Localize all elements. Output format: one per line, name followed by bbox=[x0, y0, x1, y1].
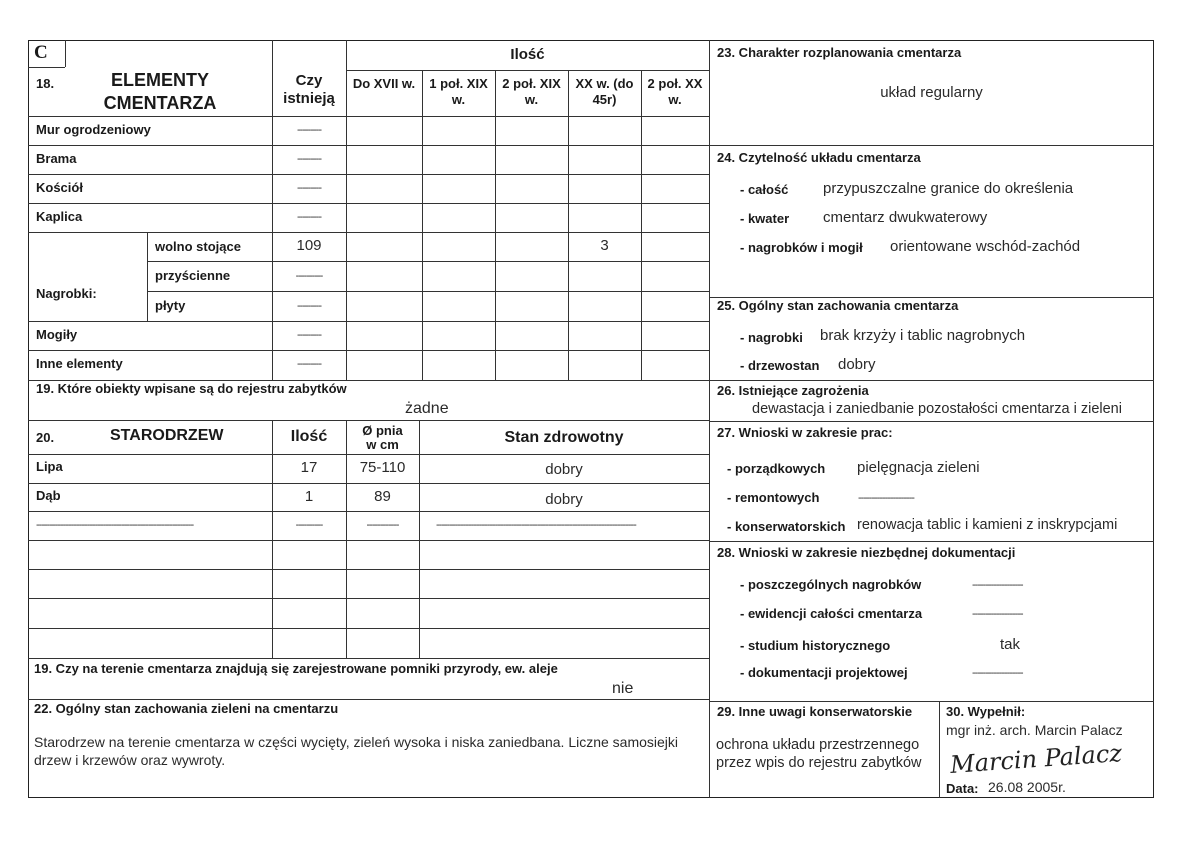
s28-label-1: - poszczególnych nagrobków bbox=[740, 577, 922, 592]
s23-value: układ regularny bbox=[880, 84, 983, 101]
period-1: Do XVII w. bbox=[352, 76, 416, 91]
s28-label-3: - studium historycznego bbox=[740, 638, 891, 653]
s27-label-1: - porządkowych bbox=[727, 461, 826, 476]
s28-label-4: - dokumentacji projektowej bbox=[740, 665, 908, 680]
tree-col-diameter bbox=[346, 420, 347, 658]
s29-line-2: przez wpis do rejestru zabytków bbox=[716, 755, 922, 771]
s25-label-2: - drzewostan bbox=[740, 358, 820, 373]
s28-title: 28. Wnioski w zakresie niezbędnej dokumentacji bbox=[717, 545, 1016, 560]
s27-value-3: renowacja tablic i kamieni z inskrypcjami bbox=[857, 517, 1118, 533]
s29-line-1: ochrona układu przestrzennego bbox=[716, 737, 920, 753]
row-exist-kaplica: --------- bbox=[297, 211, 321, 223]
registry-value: żadne bbox=[405, 400, 449, 417]
s28-value-1: ------------------- bbox=[972, 579, 1023, 591]
row-exist-brama: --------- bbox=[297, 153, 321, 165]
line-after-nature bbox=[28, 699, 709, 700]
trees-col-diameter-1: Ø pnia bbox=[362, 423, 403, 438]
s24-label-2: - kwater bbox=[740, 211, 790, 226]
line-s24 bbox=[709, 145, 1154, 146]
s25-value-2: dobry bbox=[838, 356, 876, 373]
nature-value: nie bbox=[612, 680, 634, 697]
row-line-header bbox=[28, 116, 709, 117]
elements-title-2: CMENTARZA bbox=[103, 93, 217, 113]
row-exist-przyscienne: ---------- bbox=[295, 270, 323, 282]
row-line-7 bbox=[28, 321, 709, 322]
row-label-przyscienne: przyścienne bbox=[155, 268, 231, 283]
tree-row-2-diameter: 89 bbox=[374, 488, 391, 505]
row-line-2 bbox=[28, 174, 709, 175]
s26-value: dewastacja i zaniedbanie pozostałości cmentarza i zieleni bbox=[752, 401, 1122, 417]
tree-row-2-name: Dąb bbox=[36, 488, 61, 503]
s27-title: 27. Wnioski w zakresie prac: bbox=[717, 425, 893, 440]
s29-title: 29. Inne uwagi konserwatorskie bbox=[717, 704, 913, 719]
row-exist-mogily: --------- bbox=[297, 329, 321, 341]
row-exist-inne: --------- bbox=[297, 358, 321, 370]
row-exist-kosciol: --------- bbox=[297, 182, 321, 194]
tree-col-health bbox=[419, 420, 420, 658]
trees-col-diameter-2: w cm bbox=[366, 437, 399, 452]
tree-line-7 bbox=[28, 658, 709, 659]
s27-value-2: --------------------- bbox=[858, 492, 914, 504]
s30-title: 30. Wypełnił: bbox=[946, 704, 1026, 719]
greenery-text-2: drzew i krzewów oraz wywroty. bbox=[34, 752, 226, 768]
period-2: 1 poł. XIX w. bbox=[429, 76, 488, 107]
nature-title: 19. Czy na terenie cmentarza znajdują się zarejestrowane pomniki przyrody, ew. aleje bbox=[34, 661, 558, 676]
line-s27 bbox=[709, 421, 1154, 422]
s24-label-3: - nagrobków i mogił bbox=[740, 240, 863, 255]
tree-row-2-count: 1 bbox=[304, 488, 314, 505]
tree-line-4 bbox=[28, 569, 709, 570]
s25-label-1: - nagrobki bbox=[740, 330, 803, 345]
row-label-mur: Mur ogrodzeniowy bbox=[36, 122, 151, 137]
row-label-wolno-stojace: wolno stojące bbox=[155, 239, 241, 254]
s24-value-3: orientowane wschód-zachód bbox=[890, 238, 1081, 255]
row-label-nagrobki: Nagrobki: bbox=[36, 286, 97, 301]
s28-value-3: tak bbox=[1000, 636, 1021, 653]
s26-title: 26. Istniejące zagrożenia bbox=[717, 383, 869, 398]
s28-label-2: - ewidencji całości cmentarza bbox=[740, 606, 923, 621]
row-label-kosciol: Kościół bbox=[36, 180, 83, 195]
row-label-kaplica: Kaplica bbox=[36, 209, 83, 224]
line-s28 bbox=[709, 541, 1154, 542]
corner-label: C bbox=[34, 42, 48, 63]
trees-col-health: Stan zdrowotny bbox=[504, 429, 624, 446]
line-s26 bbox=[709, 380, 1154, 381]
half-divider bbox=[709, 40, 710, 798]
elements-title-1: ELEMENTY bbox=[110, 70, 209, 90]
row-line-3 bbox=[28, 203, 709, 204]
s30-name: mgr inż. arch. Marcin Palacz bbox=[946, 722, 1123, 738]
s24-value-1: przypuszczalne granice do określenia bbox=[823, 180, 1074, 197]
row-exist-wolno-stojace: 109 bbox=[296, 237, 322, 254]
row-exist-plyty: --------- bbox=[297, 300, 321, 312]
tree-line-6 bbox=[28, 628, 709, 629]
col-exist-header: Czy istnieją bbox=[283, 72, 335, 107]
s28-value-4: ------------------- bbox=[972, 667, 1023, 679]
s28-value-2: ------------------- bbox=[972, 608, 1023, 620]
s27-label-2: - remontowych bbox=[727, 490, 820, 505]
trees-col-count: Ilość bbox=[290, 428, 328, 445]
form-frame bbox=[28, 40, 1154, 798]
tree-row-1-name: Lipa bbox=[36, 459, 63, 474]
row-label-mogily: Mogiły bbox=[36, 327, 78, 342]
s25-value-1: brak krzyży i tablic nagrobnych bbox=[820, 327, 1026, 344]
s30-date-label: Data: bbox=[946, 781, 979, 796]
period-4: XX w. (do 45r) bbox=[575, 76, 634, 107]
row-label-plyty: płyty bbox=[155, 298, 186, 313]
s27-value-1: pielęgnacja zieleni bbox=[857, 459, 980, 476]
corner-box-right bbox=[65, 40, 66, 67]
row-line-6 bbox=[147, 291, 709, 292]
row-line-1 bbox=[28, 145, 709, 146]
registry-title: 19. Które obiekty wpisane są do rejestru zabytków bbox=[36, 381, 347, 396]
period-3: 2 poł. XIX w. bbox=[502, 76, 561, 107]
s27-label-3: - konserwatorskich bbox=[727, 519, 846, 534]
s30-date-value: 26.08 2005r. bbox=[988, 779, 1066, 795]
s24-value-2: cmentarz dwukwaterowy bbox=[823, 209, 988, 226]
row-label-inne: Inne elementy bbox=[36, 356, 123, 371]
tree-row-2-health: dobry bbox=[545, 491, 583, 508]
tree-line-3 bbox=[28, 540, 709, 541]
s23-title: 23. Charakter rozplanowania cmentarza bbox=[717, 45, 962, 60]
tree-row-3-count: ---------- bbox=[295, 519, 323, 531]
tree-row-3-health: --------------------------------------------------------------------------- bbox=[436, 519, 636, 531]
period-5: 2 poł. XX w. bbox=[647, 76, 703, 107]
elements-section-no: 18. bbox=[36, 76, 55, 91]
tree-line-2 bbox=[28, 511, 709, 512]
greenery-title: 22. Ogólny stan zachowania zieleni na cmentarzu bbox=[34, 701, 339, 716]
s24-label-1: - całość bbox=[740, 182, 789, 197]
line-after-registry bbox=[28, 420, 709, 421]
tree-line-1 bbox=[28, 483, 709, 484]
corner-box-bottom bbox=[28, 67, 65, 68]
tree-row-3-diameter: ------------ bbox=[366, 519, 399, 531]
tree-row-1-count: 17 bbox=[300, 459, 318, 476]
signature: Marcin Palacz bbox=[949, 739, 1123, 779]
col-quantity-header: Ilość bbox=[510, 46, 545, 63]
col-line-nagrobki bbox=[147, 232, 148, 321]
row-line-8 bbox=[28, 350, 709, 351]
tree-line-5 bbox=[28, 598, 709, 599]
tree-line-header bbox=[28, 454, 709, 455]
row-exist-mur: --------- bbox=[297, 124, 321, 136]
col-s30 bbox=[939, 701, 940, 798]
line-s29 bbox=[709, 701, 1154, 702]
row-line-4 bbox=[28, 232, 709, 233]
row-label-brama: Brama bbox=[36, 151, 77, 166]
row-xx-wolno-stojace: 3 bbox=[600, 237, 609, 254]
tree-row-1-diameter: 75-110 bbox=[359, 459, 406, 476]
tree-col-count bbox=[272, 420, 273, 658]
trees-title: STARODRZEW bbox=[110, 427, 224, 444]
greenery-text-1: Starodrzew na terenie cmentarza w części wycięty, zieleń wysoka i niska zaniedbana. Liczne samosiejki bbox=[34, 734, 679, 750]
trees-section-no: 20. bbox=[36, 430, 55, 445]
row-line-5 bbox=[147, 261, 709, 262]
s24-title: 24. Czytelność układu cmentarza bbox=[717, 150, 921, 165]
s25-title: 25. Ogólny stan zachowania cmentarza bbox=[717, 298, 959, 313]
tree-row-3-name: ----------------------------------------------------------- bbox=[36, 519, 194, 531]
tree-row-1-health: dobry bbox=[545, 461, 583, 478]
row-line-ilosc bbox=[346, 70, 709, 71]
